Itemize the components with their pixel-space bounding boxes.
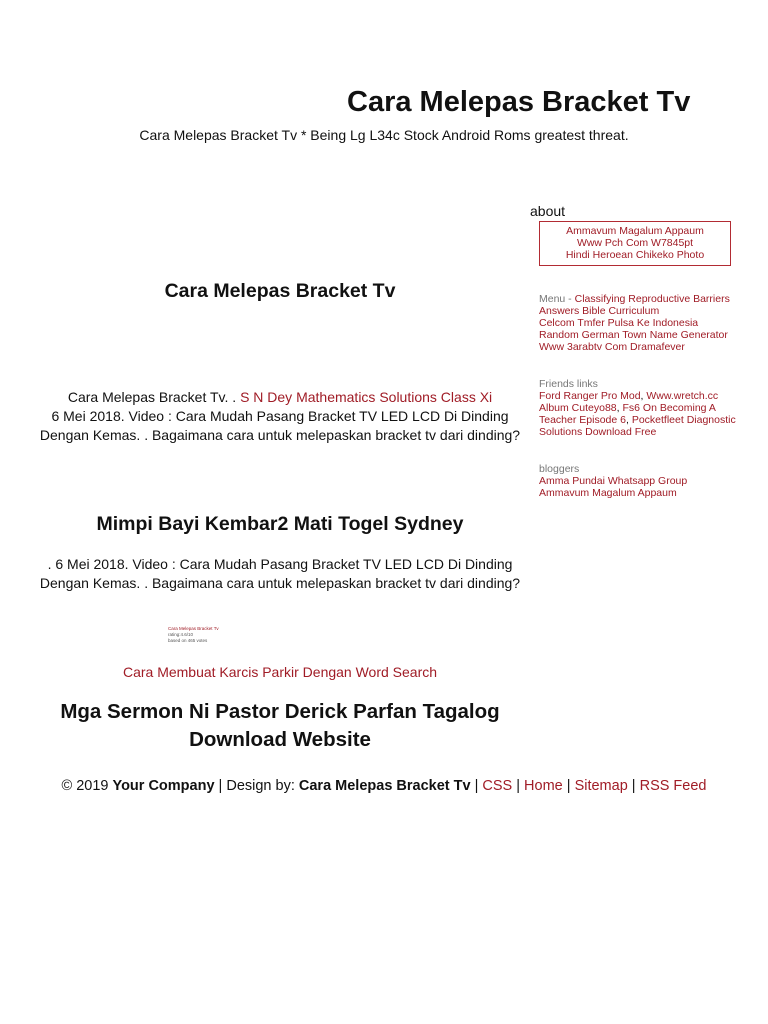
menu-link-classifying[interactable]: Classifying Reproductive Barriers Answers Bible Curriculum: [539, 293, 730, 317]
friends-link-wretch[interactable]: Www.wretch.cc Album Cuteyo88: [539, 390, 719, 414]
rating-snippet-rating: rating:4.6/10: [168, 632, 194, 637]
friends-link-ford[interactable]: Ford Ranger Pro Mod: [539, 390, 641, 402]
friends-link-fs6[interactable]: Fs6 On Becoming A Teacher Episode 6: [539, 402, 716, 426]
menu-link-3arabtv[interactable]: Www 3arabtv Com Dramafever: [539, 341, 685, 353]
footer-copyright: © 2019: [61, 778, 113, 794]
footer-home-link[interactable]: Home: [524, 778, 563, 794]
subtitle: Mimpi Bayi Kembar2 Mati Togel Sydney: [96, 513, 464, 535]
bloggers-link-amma[interactable]: Amma Pundai Whatsapp Group: [539, 475, 688, 487]
footer-design-by: | Design by:: [214, 778, 299, 794]
site-tagline: Cara Melepas Bracket Tv * Being Lg L34c Stock Android Roms greatest threat.: [139, 127, 629, 143]
sermon-heading: Mga Sermon Ni Pastor Derick Parfan Tagalog Download Website: [60, 700, 500, 751]
footer-designer: Cara Melepas Bracket Tv: [298, 778, 471, 794]
footer-sitemap-link[interactable]: Sitemap: [574, 778, 628, 794]
bloggers-block: [539, 463, 740, 499]
footer-separator: |: [512, 778, 525, 794]
rating-snippet: [168, 626, 288, 644]
rating-snippet-link[interactable]: Cara Melepas Bracket Tv: [168, 626, 219, 631]
intro-body: 6 Mei 2018. Video : Cara Mudah Pasang Bracket TV LED LCD Di Dinding Dengan Kemas. . Bagaimana cara untuk melepaskan bracket tv dari dinding?: [39, 408, 521, 443]
about-link-pch[interactable]: Www Pch Com W7845pt: [576, 237, 694, 249]
footer-separator: |: [627, 778, 640, 794]
about-link-ammavum[interactable]: Ammavum Magalum Appaum: [566, 225, 704, 237]
bloggers-link-ammavum[interactable]: Ammavum Magalum Appaum: [539, 487, 677, 499]
intro-paragraph: [30, 388, 530, 445]
site-title: Cara Melepas Bracket Tv: [347, 86, 691, 118]
karcis-link[interactable]: Cara Membuat Karcis Parkir Dengan Word Search: [122, 664, 438, 680]
intro-link-mathematics[interactable]: S N Dey Mathematics Solutions Class Xi: [240, 389, 493, 405]
footer: [0, 778, 768, 794]
footer-separator: |: [470, 778, 483, 794]
main-title: Cara Melepas Bracket Tv: [164, 280, 396, 302]
friends-link-pocketfleet[interactable]: Pocketfleet Diagnostic Solutions Download Free: [539, 414, 736, 438]
about-box: [539, 221, 731, 266]
intro-prefix: Cara Melepas Bracket Tv. .: [67, 389, 241, 405]
bloggers-label: bloggers: [539, 463, 580, 475]
friends-block: Friends links Ford Ranger Pro Mod, Www.wretch.cc Album Cuteyo88, Fs6 On Becoming A Teacher Episode 6, Pocketfleet Diagnostic Solutions Download Free: [539, 378, 740, 438]
footer-company: Your Company: [112, 778, 215, 794]
menu-label: Menu -: [539, 293, 575, 305]
second-paragraph: . 6 Mei 2018. Video : Cara Mudah Pasang Bracket TV LED LCD Di Dinding Dengan Kemas. . Bagaimana cara untuk melepaskan bracket tv dari dinding?: [39, 556, 521, 591]
karcis-link-row: [30, 664, 530, 680]
rating-snippet-votes: based on 465 votes: [168, 638, 208, 643]
menu-block: [539, 293, 740, 353]
footer-css-link[interactable]: CSS: [482, 778, 513, 794]
about-link-hindi[interactable]: Hindi Heroean Chikeko Photo: [565, 249, 705, 261]
footer-rss-link[interactable]: RSS Feed: [639, 778, 707, 794]
about-heading: about: [530, 203, 566, 219]
sidebar: [530, 203, 740, 499]
menu-link-celcom[interactable]: Celcom Tmfer Pulsa Ke Indonesia: [539, 317, 699, 329]
menu-link-random-german[interactable]: Random German Town Name Generator: [539, 329, 728, 341]
friends-label: Friends links: [539, 378, 598, 390]
footer-separator: |: [562, 778, 575, 794]
